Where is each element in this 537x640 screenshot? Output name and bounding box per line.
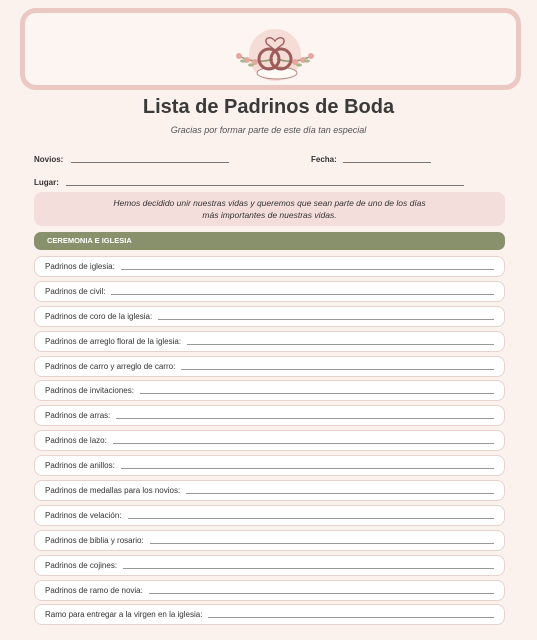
list-item[interactable] <box>34 430 505 451</box>
list-item[interactable] <box>34 505 505 526</box>
row-line[interactable] <box>128 518 495 519</box>
fecha-label: Fecha: <box>311 155 337 164</box>
welcome-message <box>34 192 505 226</box>
list-item[interactable] <box>34 604 505 625</box>
row-line[interactable] <box>187 344 494 345</box>
row-label: Padrinos de cojines: <box>45 560 118 570</box>
row-line[interactable] <box>123 568 494 569</box>
row-label: Padrinos de coro de la iglesia: <box>45 311 153 321</box>
row-label: Padrinos de medallas para los novios: <box>45 486 181 496</box>
row-label: Padrinos de lazo: <box>45 436 107 446</box>
row-label: Padrinos de civil: <box>45 286 106 296</box>
page-subtitle: Gracias por formar parte de este día tan especial <box>170 125 367 135</box>
row-line[interactable] <box>121 468 494 469</box>
row-label: Ramo para entregar a la virgen en la iglesia: <box>45 610 203 620</box>
list-item[interactable] <box>34 331 505 352</box>
row-line[interactable] <box>111 294 494 295</box>
list-item[interactable] <box>34 405 505 426</box>
row-line[interactable] <box>121 269 494 270</box>
novios-label: Novios: <box>34 155 64 164</box>
row-label: Padrinos de ramo de novia: <box>45 585 143 595</box>
list-item[interactable] <box>34 356 505 377</box>
row-line[interactable] <box>181 369 494 370</box>
row-label: Padrinos de iglesia: <box>45 262 115 271</box>
header-card <box>20 8 521 90</box>
row-label: Padrinos de invitaciones: <box>45 386 134 396</box>
row-label: Padrinos de velación: <box>45 510 122 520</box>
lugar-line[interactable] <box>66 185 464 186</box>
page-title: Lista de Padrinos de Boda <box>142 96 395 118</box>
list-item[interactable] <box>34 380 505 401</box>
wedding-rings-icon <box>215 21 335 83</box>
fecha-line[interactable] <box>343 162 431 163</box>
row-line[interactable] <box>186 493 494 494</box>
row-label: Padrinos de arreglo floral de la iglesia: <box>45 336 182 346</box>
row-line[interactable] <box>116 418 494 419</box>
list-item[interactable] <box>34 480 505 501</box>
row-label: Padrinos de biblia y rosario: <box>45 535 144 545</box>
row-line[interactable] <box>150 543 494 544</box>
row-label: Padrinos de arras: <box>45 411 111 421</box>
list-item[interactable] <box>34 256 505 277</box>
list-item[interactable] <box>34 306 505 327</box>
message-line-2: más importantes de nuestras vidas. <box>202 210 337 220</box>
list-item[interactable] <box>34 530 505 551</box>
row-line[interactable] <box>149 593 494 594</box>
novios-line[interactable] <box>71 162 229 163</box>
list-item[interactable] <box>34 455 505 476</box>
padrinos-list <box>34 256 505 629</box>
row-line[interactable] <box>158 319 494 320</box>
row-label: Padrinos de anillos: <box>45 461 115 471</box>
section-header: CEREMONIA E IGLESIA <box>34 232 505 250</box>
message-line-1: Hemos decidido unir nuestras vidas y queremos que sean parte de uno de los días <box>113 198 426 208</box>
row-label: Padrinos de carro y arreglo de carro: <box>45 361 176 371</box>
row-line[interactable] <box>113 443 494 444</box>
list-item[interactable] <box>34 555 505 576</box>
list-item[interactable] <box>34 580 505 601</box>
list-item[interactable] <box>34 281 505 302</box>
row-line[interactable] <box>208 617 494 618</box>
lugar-label: Lugar: <box>34 178 59 187</box>
row-line[interactable] <box>140 393 494 394</box>
